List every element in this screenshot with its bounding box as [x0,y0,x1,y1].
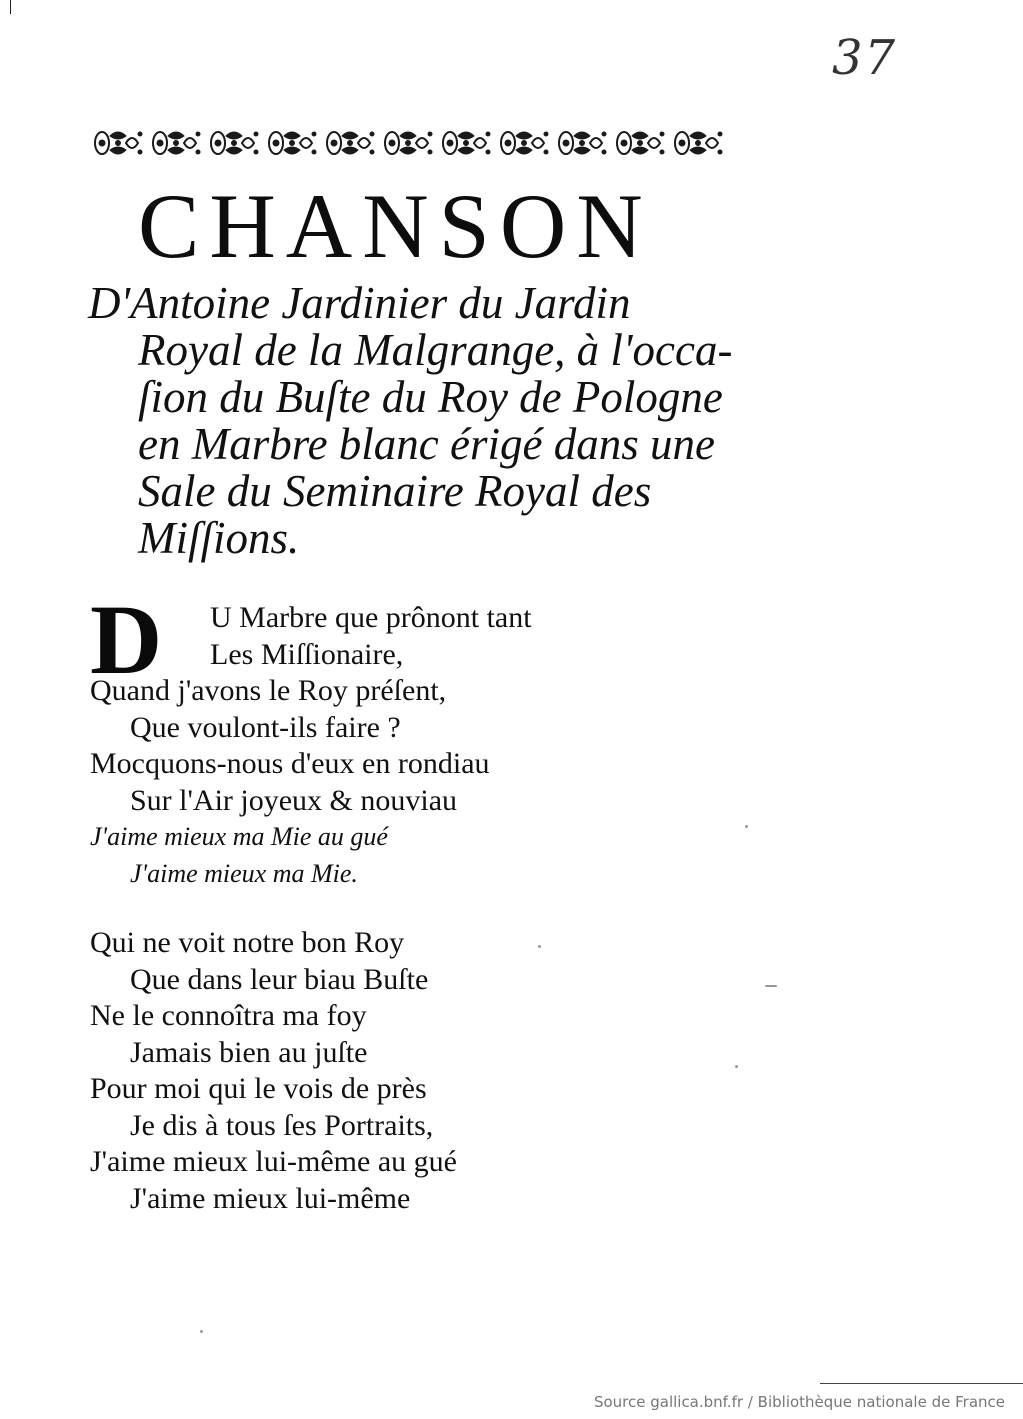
stanza-1 [90,600,532,892]
verse-line: Les Miſſionaire, [210,637,404,671]
subtitle-line: Royal de la Malgrange, à l'occa- [138,325,733,375]
page-number: 37 [832,30,898,86]
print-speck [735,1065,738,1068]
subtitle-line: ſion du Buſte du Roy de Pologne [138,372,723,422]
print-speck [538,945,541,948]
print-speck [765,985,777,987]
drop-cap: D [90,584,163,695]
subtitle-line: D'Antoine Jardinier du Jardin [88,278,631,328]
verse-line: Que dans leur biau Buſte [130,962,429,996]
subtitle-block [88,280,738,562]
verse-line: U Marbre que prônont tant [210,601,532,634]
print-speck [200,1330,203,1333]
verse-line: Que voulont-ils faire ? [130,710,401,744]
verse-line: Quand j'avons le Roy préſent, [90,674,447,707]
verse-line: J'aime mieux lui-même au gué [90,1145,457,1178]
subtitle-line: Miſſions. [138,513,300,563]
verse-line: Pour moi qui le vois de près [90,1072,427,1105]
page-edge-mark [10,0,11,14]
refrain-line: J'aime mieux ma Mie au gué [90,822,388,851]
refrain-line: J'aime mieux ma Mie. [130,858,358,888]
subtitle-line: en Marbre blanc érigé dans une [138,419,715,469]
verse-line: Qui ne voit notre bon Roy [90,926,405,959]
source-credit: Source gallica.bnf.fr / Bibliothèque nationale de France [593,1393,1005,1411]
verse-line: Mocquons-nous d'eux en rondiau [90,747,490,780]
verse-line: Ne le connoîtra ma foy [90,999,367,1032]
subtitle-line: Sale du Seminaire Royal des [138,466,652,516]
footer-rule [820,1383,1023,1384]
stanza-2 [90,925,457,1217]
document-title: CHANSON [138,175,653,277]
verse-line: Jamais bien au juſte [130,1035,368,1069]
print-speck [745,825,748,828]
ornament-band [88,122,728,164]
verse-line: Je dis à tous ſes Portraits, [130,1108,434,1142]
verse-line: J'aime mieux lui-même [130,1181,411,1215]
verse-line: Sur l'Air joyeux & nouviau [130,783,458,817]
